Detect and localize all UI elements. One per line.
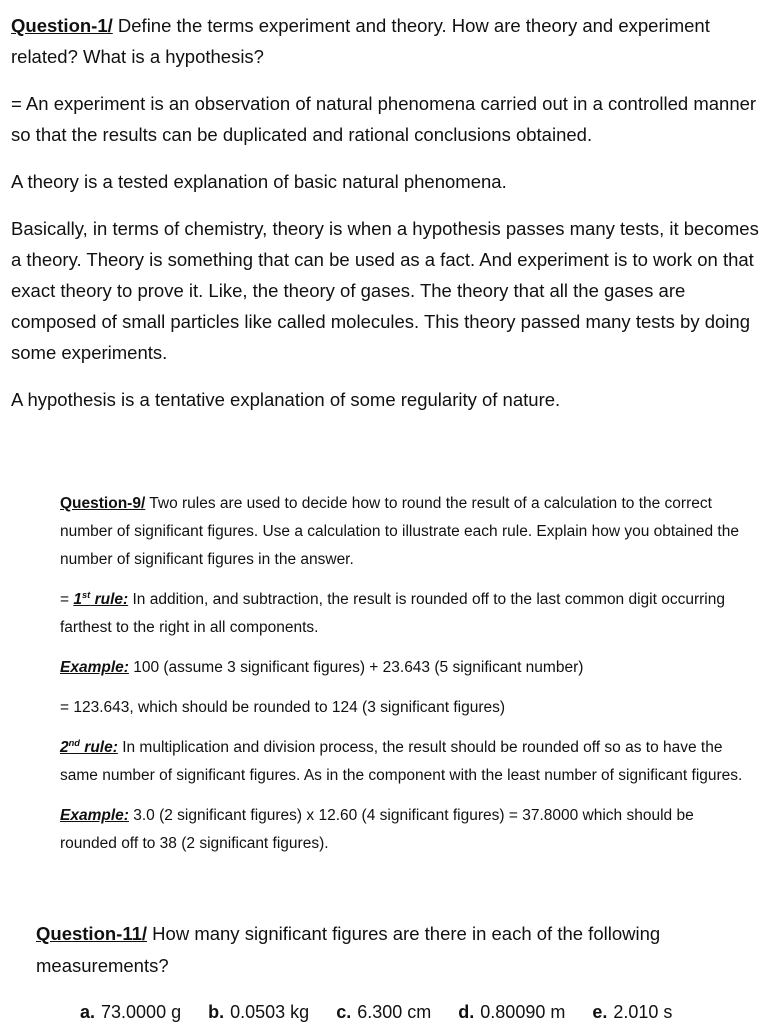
rule-1-label (73, 591, 128, 608)
example-2-label: Example: (60, 807, 129, 824)
measurement-letter: d. (458, 1002, 475, 1022)
measurement-item (336, 998, 431, 1026)
question-1-prompt (11, 10, 761, 72)
rule-1-prefix: = (60, 591, 74, 608)
measurement-value: 73.0000 g (101, 1002, 182, 1022)
example-1-label: Example: (60, 659, 129, 676)
measurement-letter: e. (592, 1002, 608, 1022)
measurement-value: 2.010 s (613, 1002, 673, 1022)
question-11-section (36, 918, 761, 982)
measurements-list (80, 998, 760, 1026)
measurement-value: 0.0503 kg (230, 1002, 310, 1022)
question-1-label: Question-1/ (11, 15, 113, 36)
rule-1-ordinal: st (81, 589, 91, 600)
example-2 (60, 802, 750, 858)
answer-experiment: = An experiment is an observation of natural phenomena carried out in a controlled manner so that the results can be duplicated and rational conclusions obtained. (11, 93, 757, 145)
question-11-label: Question-11/ (36, 923, 148, 944)
answer-relation: Basically, in terms of chemistry, theory is when a hypothesis passes many tests, it becomes a theory. Theory is something that can be used as a fact. And experiment is to work on that exact theory to prove it. Like, the theory of gases. The theory that all the gases are composed of small particles like called molecules. This theory passed many tests by doing some experiments. (11, 218, 759, 363)
rule-1 (60, 586, 750, 642)
measurement-item (592, 998, 672, 1026)
rule-1-text: In addition, and subtraction, the result is rounded off to the last common digit occurring farthest to the right in all components. (60, 591, 725, 636)
question-11-prompt (36, 918, 761, 982)
question-9-text: Two rules are used to decide how to round the result of a calculation to the correct number of significant figures. Use a calculation to illustrate each rule. Explain how you obtained the number of significant figures in the answer. (60, 495, 739, 568)
question-11-text: How many significant figures are there in each of the following measurements? (36, 923, 661, 976)
question-1-text: Define the terms experiment and theory. How are theory and experiment related? What is a hypothesis? (11, 15, 710, 67)
example-1-result: = 123.643, which should be rounded to 124 (3 significant figures) (60, 699, 506, 716)
measurement-value: 6.300 cm (357, 1002, 432, 1022)
question-9-prompt (60, 490, 750, 574)
rule-2-text: In multiplication and division process, the result should be rounded off so as to have the same number of significant figures. As in the component with the least number of significant figures. (60, 739, 743, 784)
answer-hypothesis: A hypothesis is a tentative explanation of some regularity of nature. (11, 389, 561, 410)
example-1 (60, 654, 750, 682)
rule-2 (60, 734, 750, 790)
rule-1-word: rule: (90, 591, 129, 608)
rule-1-number: 1 (73, 591, 82, 608)
question-9-label: Question-9/ (60, 495, 146, 512)
measurement-letter: b. (208, 1002, 225, 1022)
rule-2-word: rule: (79, 739, 118, 756)
measurement-item (208, 998, 309, 1026)
answer-theory: A theory is a tested explanation of basic natural phenomena. (11, 171, 507, 192)
measurement-letter: a. (80, 1002, 96, 1022)
rule-2-number: 2 (60, 739, 69, 756)
question-9-section (60, 490, 750, 858)
example-2-text: 3.0 (2 significant figures) x 12.60 (4 significant figures) = 37.8000 which should be rounded off to 38 (2 significant figures). (60, 807, 694, 852)
question-1-section (11, 10, 761, 415)
measurement-value: 0.80090 m (480, 1002, 566, 1022)
measurement-item (458, 998, 565, 1026)
measurement-letter: c. (336, 1002, 352, 1022)
rule-2-ordinal: nd (68, 737, 80, 748)
measurement-item (80, 998, 181, 1026)
example-1-text: 100 (assume 3 significant figures) + 23.643 (5 significant number) (128, 659, 584, 676)
rule-2-label (60, 739, 118, 756)
